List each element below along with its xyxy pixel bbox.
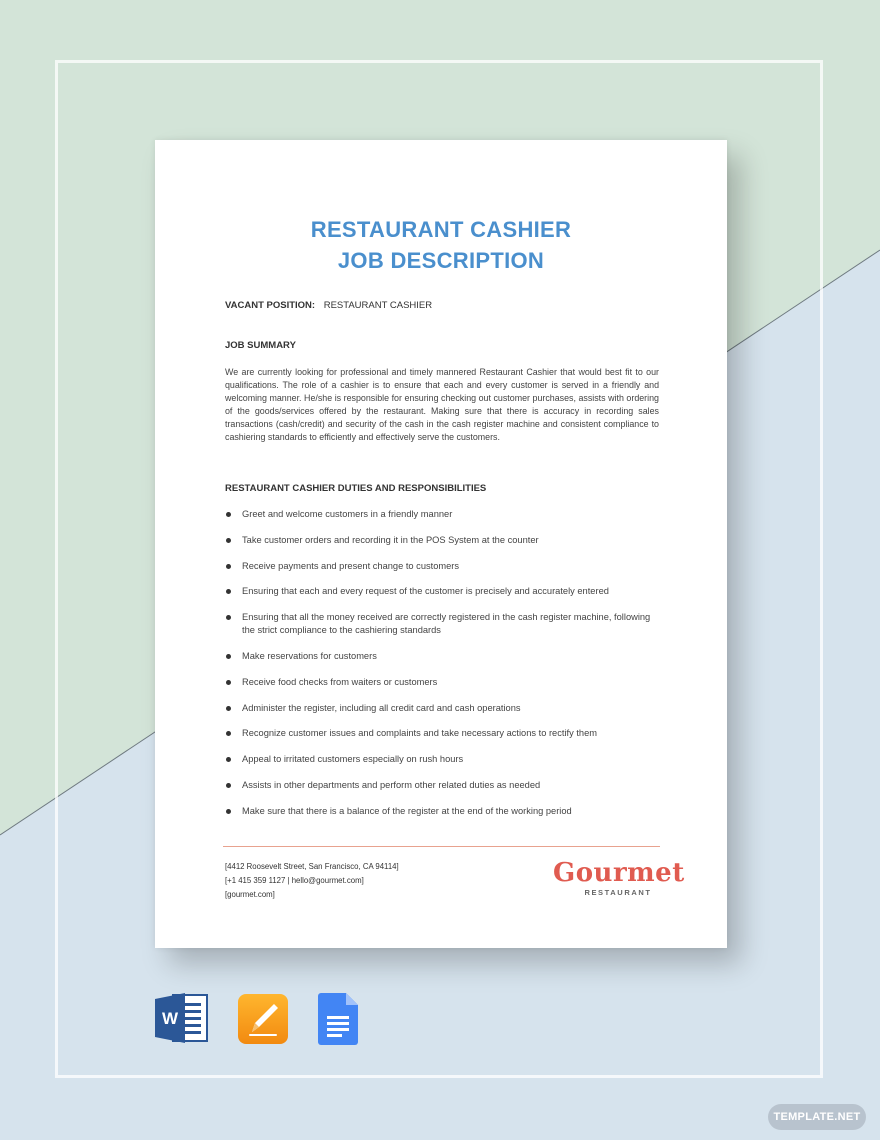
gourmet-logo — [553, 858, 685, 897]
list-item: Receive payments and present change to customers — [225, 560, 665, 573]
list-item: Receive food checks from waiters or customers — [225, 676, 665, 689]
pages-icon[interactable] — [238, 994, 288, 1044]
duties-heading: RESTAURANT CASHIER DUTIES AND RESPONSIBILITIES — [225, 483, 487, 494]
contact-info — [225, 860, 399, 902]
list-item: Make reservations for customers — [225, 650, 665, 663]
contact-phone-email: [+1 415 359 1127 | hello@gourmet.com] — [225, 876, 364, 885]
list-item: Take customer orders and recording it in the POS System at the counter — [225, 534, 665, 547]
google-docs-icon[interactable] — [318, 993, 358, 1045]
vacant-value: RESTAURANT CASHIER — [323, 300, 433, 311]
template-net-badge[interactable]: TEMPLATE.NET — [768, 1104, 866, 1130]
logo-name: Gourmet — [553, 858, 685, 888]
list-item: Greet and welcome customers in a friendly manner — [225, 508, 665, 521]
summary-text: We are currently looking for professional and timely mannered Restaurant Cashier that would best fit to our qualifications. The role of a cashier is to ensure that each and every customer is served in a friendly and welcoming manner. He/she is responsible for ensuring checking out customer purchases, assists with ordering of the goods/services offered by the restaurant. Making sure that there is accuracy in recording sales transactions (cash/credit) and security of the cash in the cash register machine and consistent compliance to cashiering standards to efficiently and effectively serve the customers. — [225, 367, 659, 442]
word-icon[interactable] — [155, 993, 209, 1043]
footer-divider — [223, 846, 660, 847]
title-line-2: JOB DESCRIPTION — [337, 248, 545, 273]
document-title — [155, 214, 727, 276]
contact-website: [gourmet.com] — [225, 890, 275, 899]
title-line-1: RESTAURANT CASHIER — [310, 217, 572, 242]
list-item: Make sure that there is a balance of the register at the end of the working period — [225, 805, 665, 818]
vacant-label: VACANT POSITION: — [225, 300, 316, 311]
list-item: Assists in other departments and perform other related duties as needed — [225, 779, 665, 792]
summary-heading: JOB SUMMARY — [225, 340, 296, 351]
svg-text:W: W — [161, 1009, 179, 1028]
list-item: Recognize customer issues and complaints and take necessary actions to rectify them — [225, 727, 665, 740]
list-item: Appeal to irritated customers especially on rush hours — [225, 753, 665, 766]
document-page — [155, 140, 727, 948]
list-item: Ensuring that each and every request of the customer is precisely and accurately entered — [225, 585, 665, 598]
list-item: Administer the register, including all credit card and cash operations — [225, 702, 665, 715]
logo-subtitle: RESTAURANT — [584, 888, 652, 897]
contact-address: [4412 Roosevelt Street, San Francisco, CA 94114] — [225, 862, 399, 871]
vacant-position — [225, 300, 432, 311]
duties-list — [225, 508, 665, 831]
list-item: Ensuring that all the money received are correctly registered in the cash register machine, following the strict compliance to the cashiering standards — [225, 611, 665, 637]
